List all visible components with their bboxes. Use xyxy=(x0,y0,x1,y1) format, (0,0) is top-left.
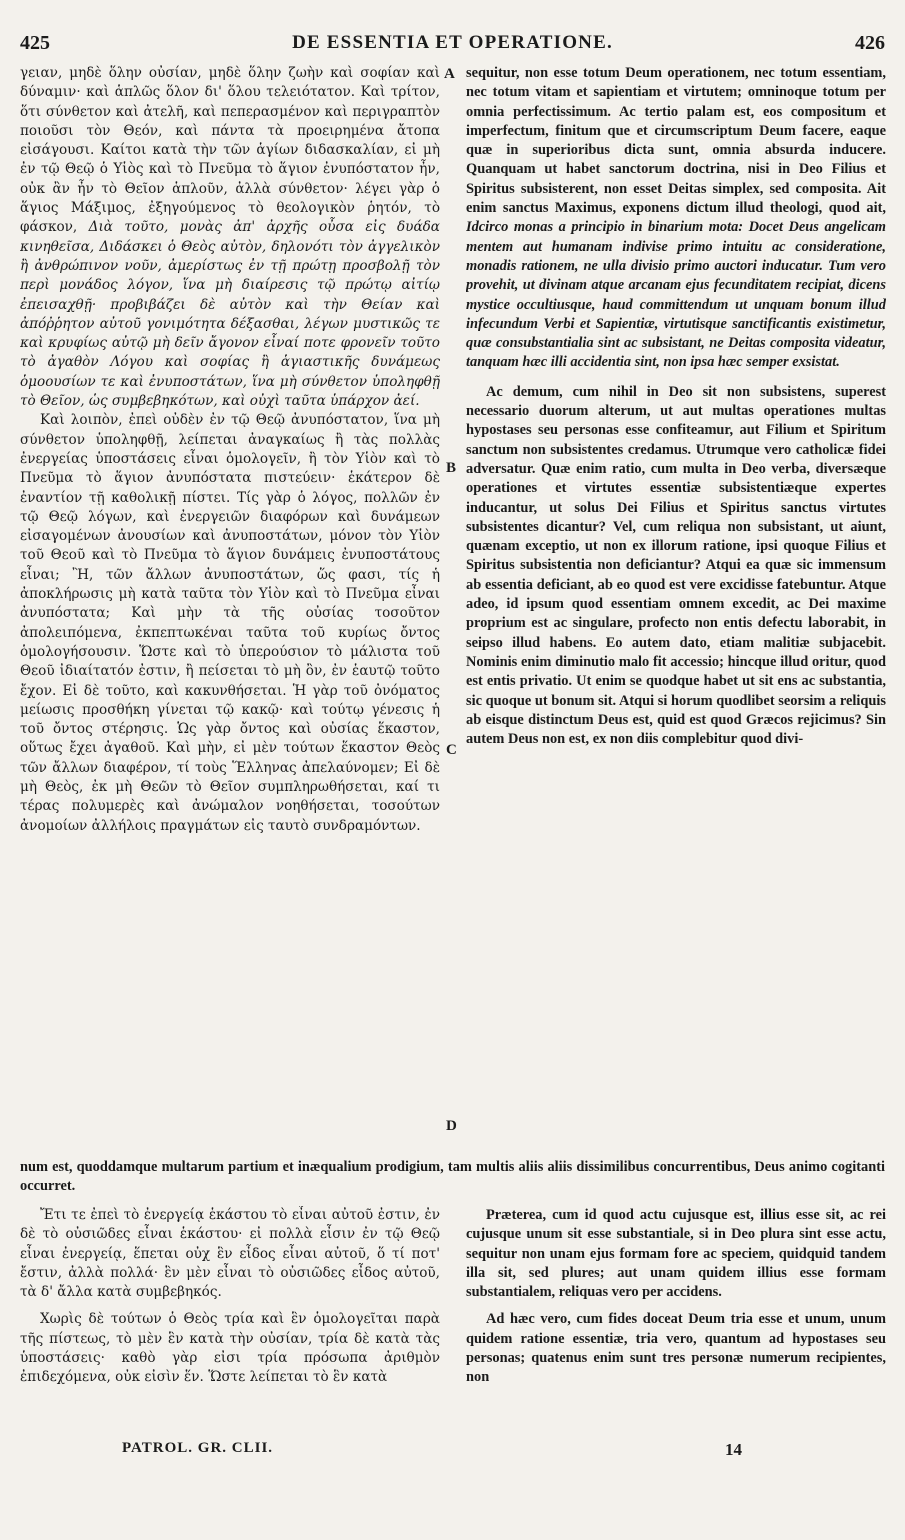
margin-marker-b: B xyxy=(446,460,457,476)
latin-column-lower xyxy=(466,1206,886,1434)
greek-paragraph-2: Καὶ λοιπὸν, ἐπεὶ οὐδὲν ἐν τῷ Θεῷ ἀνυπόστατον, ἵνα μὴ σύνθετον ὑποληφθῇ, λείπεται ἀναγκαίως ἢ τὰς πολλὰς ἐνεργείας ὑποστάσεις εἶναι ὁμολογεῖν, ἢ τὸν Υἱὸν καὶ τὸ Πνεῦμα τὸ ἅγιον ἀνυπόστατα πιστεύειν· ἑκάτερον δὲ ἐναντίον τῇ καθολικῇ πίστει. Τίς γὰρ ὁ λόγος, πολλῶν ἐν τῷ Θεῷ λόγων, καὶ ἐνεργειῶν διαφόρων καὶ δυνάμεων εἰσαγομένων ἀνουσίων καὶ ἀνυποστάτων, μόνον τὸν Υἱὸν τοῦ Θεοῦ καὶ τὸ Πνεῦμα τὸ ἅγιον δυνάμεις ἐνυποστάτους εἶναι; Ἢ, τῶν ἄλλων ἀνυποστάτων, ὥς φασι, τίς ἡ ἀποκλήρωσις μὴ κατὰ ταῦτα τὸν Υἱὸν καὶ τὸ Πνεῦμα εἶναι ἀνυπόστατα; Καὶ μὴν τὰ τῆς οὐσίας τοσοῦτον ἀπολειπόμενα, ἐκπεπτωκέναι ταῦτα τοῦ κυρίως ὄντος ὁμολογήσουσιν. Ὥστε καὶ τὸ ὑπερούσιον τὸ μάλιστα τοῦ Θεοῦ ἰδιαίτατόν ἐστιν, ἢ πείσεται τὸ μὴ ὂν, ἐν ἑαυτῷ τοῦτο ἔχον. Εἰ δὲ τοῦτο, καὶ κακυνθήσεται. Ἡ γὰρ τοῦ ὀνόματος μείωσις προσθήκη γίνεται τῷ κακῷ· καὶ τούτῳ γένεσις ἡ τοῦ ὄντος στέρησις. Ὡς γὰρ ὄντος καὶ οὐσίας ἕκαστον, οὕτως ἔχει ἀγαθοῦ. Καὶ μὴν, εἰ μὲν τούτων ἕκαστον Θεὸς τῶν ἄλλων διαφέρον, τί τοὺς Ἕλληνας ἀπελαύνομεν; Εἰ δὲ μὴ Θεὸς, ἐκ μὴ Θεῶν τὸ Θεῖον συμπληρωθήσεται, καί τι τέρας πολυμερὲς καὶ ἀνώμαλον νοηθήσεται, τοσούτων ἀνομοίων ἀλλήλοις πραγμάτων εἰς ταυτὸ συνδραμόντων. xyxy=(20,412,440,834)
greek-quotation: Διὰ τοῦτο, μονὰς ἀπ' ἀρχῆς οὖσα εἰς δυάδα κινηθεῖσα, Διδάσκει ὁ Θεὸς αὐτὸν, δηλονότι τὸν ἀγγελικὸν ἢ ἀνθρώπινον νοῦν, ἀμερίστως ἐν τῇ πρώτῃ προσβολῇ τὸν περὶ μονάδος λόγον, ἵνα μὴ διαίρεσις τῷ πρώτῳ αἰτίῳ ἐπεισαχθῇ· προβιβάζει δὲ αὐτὸν καὶ τὴν Θείαν καὶ ἀπόῤῥητον αὐτοῦ γονιμότητα δέξασθαι, λέγων μυστικῶς τε καὶ κρυφίως αὐτῷ μὴ δεῖν ἄγονον εἶναί ποτε φρονεῖν τοῦτο τὸ ἀγαθὸν Λόγου καὶ σοφίας ἢ ἁγιαστικῆς δυνάμεως ὁμοουσίων τε καὶ ἐνυποστάτων, ἵνα μὴ σύνθετον ὑποληφθῇ τὸ Θεῖον, ὡς συμβεβηκότων, καὶ οὐχὶ ταῦτα ὑπάρχον ἀεί. xyxy=(20,219,440,410)
margin-marker-d: D xyxy=(446,1118,457,1134)
printer-signature: PATROL. GR. CLII. xyxy=(122,1440,274,1456)
latin-paragraph-3: Præterea, cum id quod actu cujusque est, illius esse sit, ac rei cujusque unum sit esse substantiale, si in Deo plura sint esse actu, sequitur non unam ejus formam fore ac speciem, quidquid tandem illa sit, sed plures; aut unam quidem illius esse formam substantialem, reliquas vero per accidens. xyxy=(466,1207,886,1301)
latin-paragraph-1: sequitur, non esse totum Deum operationem, nec totum essentiam, nec totum vitam et sapientiam et virtutem; omninoque totum per omnia perfectissimum. Ac tertio palam est, eos compositum et imperfectum, finitum que et circumscriptum Deum facere, eaque quæ in superioribus dicta sunt, omnia absurda inducere. Quanquam ut habet sanctorum doctrina, nisi in Deo Filius et Spiritus subsisterent, non esset Deitas simplex, sed composita. Ait enim sanctus Maximus, exponens dictum illud theologi, quod ait, Idcirco monas a principio in binarium mota: Docet Deus angelicam mentem aut humanam indivise primo intuitu ac consideratione, monadis rationem, ne ulla divisio primo auctori inducatur. Tum vero provehit, ut divinam atque arcanam ejus fecunditatem recipiat, dicens mystice occultiusque, haud committendum ut unquam bonum illud infecundum Verbi et Sapientiæ, virtutisque sanctificantis existimetur, quæ consubstantialia sint ac subsistant, ne Deitas composita videatur, tanquam hæc illi accidentia sint, non ipsa hæc semper exsistat. xyxy=(466,65,886,371)
latin-column-upper xyxy=(466,64,886,1158)
greek-paragraph-4: Χωρὶς δὲ τούτων ὁ Θεὸς τρία καὶ ἓν ὁμολογεῖται παρὰ τῆς πίστεως, τὸ μὲν ἓν κατὰ τὴν οὐσίαν, τρία δὲ κατὰ τὰς ὑποστάσεις· καθὸ γὰρ εἰσι τρία πρόσωπα ἀριθμὸν ἐπιδεχόμενα, οὐκ εἰσὶν ἕν. Ὥστε λείπεται τὸ ἓν κατὰ xyxy=(20,1311,440,1386)
greek-column-upper xyxy=(20,64,440,1158)
latin-paragraph-2: Ac demum, cum nihil in Deo sit non subsistens, superest necessario duorum alterum, ut aut multas operationes multas hypostases seu personas esse confiteamur, aut Filium et Spiritum sanctum non subsistentes credamus. Utrumque vero catholicæ fidei adversatur. Quæ enim ratio, cum multa in Deo verba, diversæque operationes et virtutes essentiæ subsistentiæque expertes inducantur, ut solus Dei Filius et Spiritus sanctus virtutes subsistentes dicantur? Vel, cum reliqua non subsistant, ut aiunt, quænam exceptio, ut non ex illorum ratione, ipsi quoque Filius et Spiritus subsistentia non deficiantur? Atqui ea quæ sic immensum ab essentia deficiant, ab eo quod est vere excidisse fatebuntur. Atque adeo, id ipsum quod essentiam omnem excedit, ac Dei maxime proprium est ac singulare, profecto non entis defectu laborabit, in seipso illud habens. Eo autem dato, etiam malitiæ subjacebit. Nominis enim diminutio malo fit accessio; hincque illud oritur, quod est entis privatio. Ut enim se quodque habet ut sit ens ac substantia, sic quoque ut bonum sit. Atqui si horum quodlibet seorsim a reliquis ab eisque distinctum Deus est, quid est quod Græcos rejicimus? Sin autem Deus non est, ex non diis complebitur quod divi- xyxy=(466,383,886,748)
margin-marker-a: A xyxy=(444,66,455,82)
latin-continuation: num est, quoddamque multarum partium et inæqualium prodigium, tam multis aliis aliis dissimilibus concurrentibus, Deus animo cogitanti occurret. xyxy=(20,1159,885,1195)
running-title: DE ESSENTIA ET OPERATIONE. xyxy=(292,32,613,53)
running-header xyxy=(20,30,885,56)
margin-marker-c: C xyxy=(446,742,457,758)
greek-paragraph-3: Ἔτι τε ἐπεὶ τὸ ἐνεργείᾳ ἑκάστου τὸ εἶναι αὐτοῦ ἐστιν, ἐν δὲ τὸ οὐσιῶδες εἶναι ἑκάστου· εἰ πολλὰ εἶσιν ἐν τῷ Θεῷ εἶναι ἐνεργείᾳ, ἕπεται οὐχ ἓν εἶδος εἶναι αὐτοῦ, ὅ τί ποτ' ἔστιν, ἀλλὰ πολλά· ἓν μὲν εἶναι τὸ οὐσιῶδες εἶδος αὐτοῦ, τὰ δ' ἄλλα κατὰ συμβεβηκός. xyxy=(20,1207,440,1301)
right-page-number: 426 xyxy=(855,31,885,54)
left-page-number: 425 xyxy=(20,31,50,54)
greek-column-lower xyxy=(20,1206,440,1434)
latin-quotation: Idcirco monas a principio in binarium mota: Docet Deus angelicam mentem aut humanam indivise primo intuitu ac consideratione, monadis rationem, ne ulla divisio primo auctori inducatur. Tum vero provehit, ut divinam atque arcanam ejus fecunditatem recipiat, dicens mystice occultiusque, haud committendum ut unquam bonum illud infecundum Verbi et Sapientiæ, virtutisque sanctificantis existimetur, quæ consubstantialia sint ac subsistant, ne Deitas composita videatur, tanquam hæc illi accidentia sint, non ipsa hæc semper exsistat. xyxy=(466,219,886,371)
page-footer xyxy=(20,1440,885,1464)
greek-paragraph-1: γειαν, μηδὲ ὅλην οὐσίαν, μηδὲ ὅλην ζωὴν καὶ σοφίαν καὶ δύναμιν· καὶ ἁπλῶς ὅλον δι' ὅλου τελειότατον. Καὶ τρίτον, ὅτι σύνθετον καὶ ἀτελῆ, καὶ πεπερασμένον καὶ περιγραπτὸν ποιοῦσι τὸν Θεόν, καὶ πάντα τὰ προειρημένα ἄτοπα εἰσάγουσι. Καίτοι κατὰ τὴν τῶν ἁγίων διδασκαλίαν, εἰ μὴ ἐν τῷ Θεῷ ὁ Υἱὸς καὶ τὸ Πνεῦμα τὸ ἅγιον ἐνυπόστατον ἦν, οὐκ ἂν ἦν τὸ Θεῖον ἁπλοῦν, ἀλλὰ σύνθετον· λέγει γὰρ ὁ ἅγιος Μάξιμος, ἐξηγούμενος τὸ θεολογικὸν ῥητόν, τὸ φάσκον, Διὰ τοῦτο, μονὰς ἀπ' ἀρχῆς οὖσα εἰς δυάδα κινηθεῖσα, Διδάσκει ὁ Θεὸς αὐτὸν, δηλονότι τὸν ἀγγελικὸν ἢ ἀνθρώπινον νοῦν, ἀμερίστως ἐν τῇ πρώτῃ προσβολῇ τὸν περὶ μονάδος λόγον, ἵνα μὴ διαίρεσις τῷ πρώτῳ αἰτίῳ ἐπεισαχθῇ· προβιβάζει δὲ αὐτὸν καὶ τὴν Θείαν καὶ ἀπόῤῥητον αὐτοῦ γονιμότητα δέξασθαι, λέγων μυστικῶς τε καὶ κρυφίως αὐτῷ μὴ δεῖν ἄγονον εἶναί ποτε φρονεῖν τοῦτο τὸ ἀγαθὸν Λόγου καὶ σοφίας ἢ ἁγιαστικῆς δυνάμεως ὁμοουσίων τε καὶ ἐνυποστάτων, ἵνα μὴ σύνθετον ὑποληφθῇ τὸ Θεῖον, ὡς συμβεβηκότων, καὶ οὐχὶ ταῦτα ὑπάρχον ἀεί. xyxy=(20,65,440,410)
sheet-number: 14 xyxy=(725,1440,742,1459)
latin-paragraph-4: Ad hæc vero, cum fides doceat Deum tria esse et unum, unum quidem ratione essentiæ, tria vero, quantum ad hypostases seu personas; quatenus enim sunt tres personæ numerum recipientes, non xyxy=(466,1311,886,1386)
